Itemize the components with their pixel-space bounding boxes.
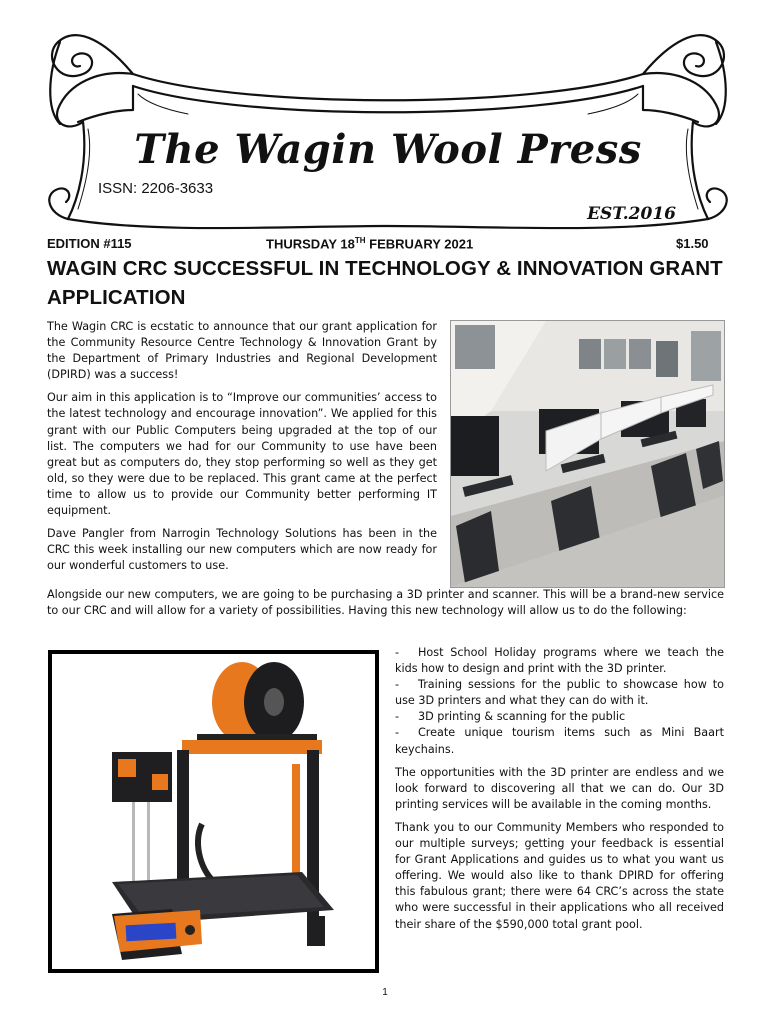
article-paragraph: The Wagin CRC is ecstatic to announce that our grant application for the Community Resource Centre Technology & Innovation Grant by the Department of Primary Industries and Regional Development (DPIRD) was a success! [47, 320, 437, 382]
banner-scroll-icon [38, 14, 738, 236]
bullet-marker: - [395, 646, 400, 659]
issue-date [266, 236, 473, 251]
issn-label: ISSN: 2206-3633 [98, 180, 214, 197]
article-column-right [395, 645, 724, 933]
article-paragraph: Thank you to our Community Members who responded to our multiple surveys; getting your feedback is essential for Grant Applications and guides us to what you want us offering. We would also like to thank DPIRD for offering this fabulous grant; there were 64 CRC’s across the state who were successful in their applications who all received their share of the $590,000 total grant pool. [395, 820, 724, 931]
masthead [38, 14, 738, 236]
list-item-text: 3D printing & scanning for the public [418, 710, 626, 724]
list-item-text: Create unique tourism items such as Mini Baart keychains. [395, 726, 724, 756]
computer-lab-photo [450, 320, 725, 588]
list-item [395, 645, 724, 677]
masthead-title: The Wagin Wool Press [134, 126, 642, 173]
article-column-left [47, 319, 437, 581]
issue-price: $1.50 [676, 236, 709, 251]
list-item [395, 725, 724, 757]
article-paragraph-full [47, 587, 724, 619]
date-ordinal: TH [354, 236, 366, 245]
bullet-marker: - [395, 678, 400, 692]
list-item-text: Host School Holiday programs where we teach the kids how to design and print with the 3D printer. [395, 646, 724, 676]
date-day: THURSDAY 18 [266, 236, 355, 252]
bullet-marker: - [395, 726, 400, 740]
bullet-marker: - [395, 710, 400, 724]
article-headline: WAGIN CRC SUCCESSFUL IN TECHNOLOGY & INNOVATION GRANT APPLICATION [47, 257, 723, 309]
list-item [395, 677, 724, 709]
edition-number: EDITION #115 [47, 236, 132, 251]
article-paragraph: Our aim in this application is to “Improve our communities’ access to the latest technology and encourage innovation”. We applied for this grant with our Public Computers being upgraded at the top of our list. The computers we had for our Community to use have been great but as computers do, they stop performing so well as they get old, so they were due to be replaced. This grant came at the perfect time to allow us to provide our Community better performing IT equipment. [47, 391, 437, 518]
article-paragraph: The opportunities with the 3D printer are endless and we look forward to discovering all that we can do. Our 3D printing services will be available in the coming months. [395, 765, 724, 811]
established-label: EST.2016 [587, 204, 676, 224]
article-paragraph: Dave Pangler from Narrogin Technology Solutions has been in the CRC this week installing our new computers which are now ready for our wonderful customers to use. [47, 527, 437, 573]
list-item [395, 709, 724, 725]
date-rest: FEBRUARY 2021 [365, 236, 474, 252]
3d-printer-photo [48, 650, 379, 973]
list-item-text: Training sessions for the public to showcase how to use 3D printers and what they can do with it. [395, 678, 724, 708]
page-number: 1 [382, 987, 388, 998]
article-paragraph: Alongside our new computers, we are going to be purchasing a 3D printer and scanner. This will be a brand-new service to our CRC and will allow for a variety of possibilities. Having this new technology will allow us to do the following: [47, 588, 724, 618]
